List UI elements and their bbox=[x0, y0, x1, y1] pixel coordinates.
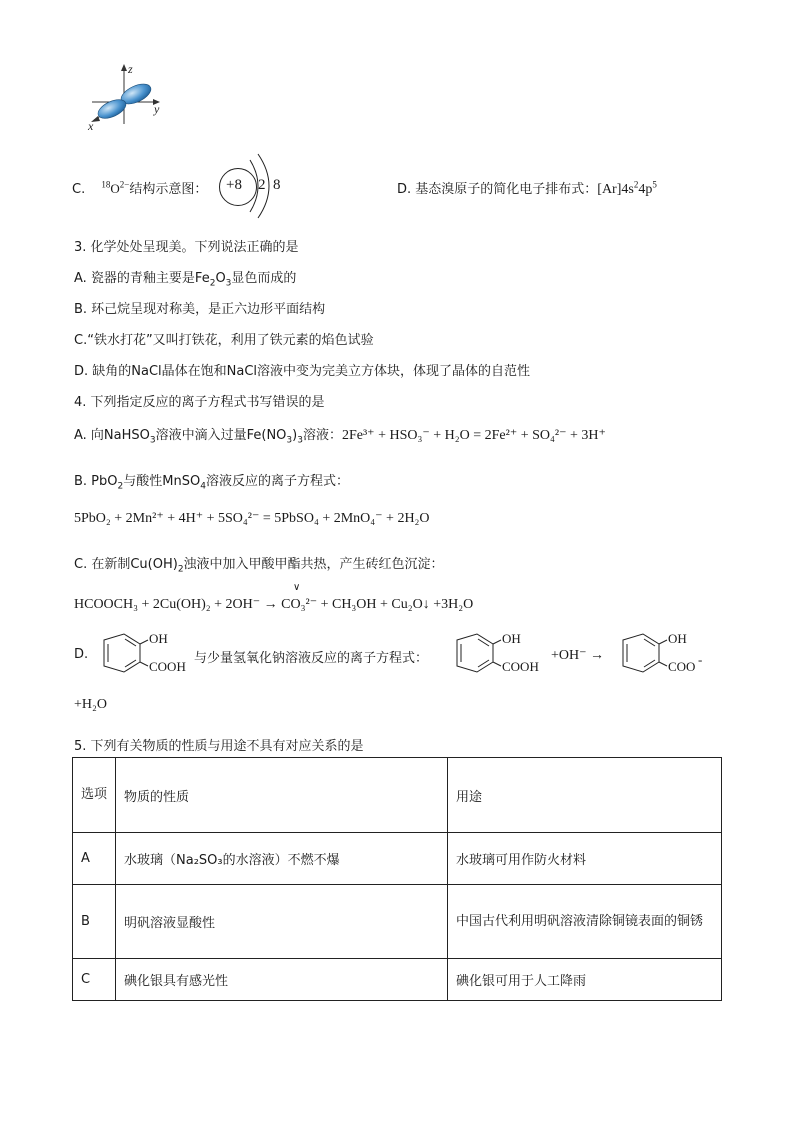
row-property: 明矾溶液显酸性 bbox=[116, 885, 448, 959]
q4-option-d-label: D. bbox=[74, 647, 89, 662]
q4-c-arrow-mark: ∨ bbox=[293, 582, 301, 593]
isotope-symbol: $^{18}O^{2-}$ bbox=[101, 179, 130, 196]
q4-a-equation: 2Fe³⁺ + HSO₃⁻ + H₂O = 2Fe²⁺ + SO₄²⁻ + 3H⁺ bbox=[341, 428, 606, 443]
row-option: C bbox=[73, 959, 116, 1001]
table-row bbox=[73, 833, 722, 885]
row-use: 中国古代利用明矾溶液清除铜镜表面的铜锈 bbox=[448, 885, 722, 959]
q2-option-c bbox=[72, 178, 207, 197]
hydroxyl-label: OH bbox=[149, 631, 168, 646]
q4-option-d-text: 与少量氢氧化钠溶液反应的离子方程式： bbox=[194, 651, 429, 666]
row-option: A bbox=[73, 833, 116, 885]
q4-b-equation: 5PbO₂ + 2Mn²⁺ + 4H⁺ + 5SO₄²⁻ = 5PbSO₄ + 2MnO₄⁻ + 2H₂O bbox=[74, 511, 430, 526]
hydroxyl-label: OH bbox=[668, 631, 687, 646]
q5-options-table bbox=[72, 757, 722, 1001]
row-property: 水玻璃（Na₂SO₃的水溶液）不燃不爆 bbox=[116, 833, 448, 885]
axis-label-z: z bbox=[128, 62, 133, 76]
q5-stem: 5. 下列有关物质的性质与用途不具有对应关系的是 bbox=[74, 739, 364, 754]
option-d-text: D. 基态溴原子的简化电子排布式： bbox=[397, 182, 598, 197]
electron-configuration: $[Ar]4s^24p^5$ bbox=[597, 179, 657, 197]
carboxylate-label: COO bbox=[668, 659, 696, 674]
q3-option-d: D. 缺角的NaCl晶体在饱和NaCl溶液中变为完美立方体块，体现了晶体的自范性 bbox=[74, 364, 531, 379]
row-use: 水玻璃可用作防火材料 bbox=[448, 833, 722, 885]
q3-option-b: B. 环己烷呈现对称美，是正六边形平面结构 bbox=[74, 302, 326, 317]
salicylate-structure bbox=[611, 630, 721, 676]
header-option: 选项 bbox=[73, 758, 116, 833]
carboxyl-label: COOH bbox=[502, 659, 539, 674]
p-orbital-diagram bbox=[84, 62, 174, 134]
row-property: 碘化银具有感光性 bbox=[116, 959, 448, 1001]
option-c-text: 结构示意图： bbox=[129, 182, 208, 197]
row-option: B bbox=[73, 885, 116, 959]
q4-d-water: +H₂O bbox=[74, 697, 107, 712]
q4-option-a: A. 向NaHSO$_3$溶液中滴入过量$Fe(NO_3)_3$溶液：2Fe³⁺ + HSO₃⁻ + H₂O = 2Fe²⁺ + SO₄²⁻ + 3H⁺ bbox=[74, 428, 606, 446]
q2-option-d bbox=[397, 178, 657, 198]
q3-option-c: C.“铁水打花”又叫打铁花，利用了铁元素的焰色试验 bbox=[74, 333, 374, 348]
carboxylate-charge: - bbox=[698, 652, 703, 667]
axis-label-y: y bbox=[154, 102, 160, 116]
row-use: 碘化银可用于人工降雨 bbox=[448, 959, 722, 1001]
table-row bbox=[73, 959, 722, 1001]
q3-option-a: A. 瓷器的青釉主要是$Fe_2O_3$显色而成的 bbox=[74, 271, 297, 289]
salicylic-acid-structure bbox=[92, 630, 202, 676]
table-header-row bbox=[73, 758, 722, 833]
q4-option-c: C. 在新制$Cu(OH)_2$浊液中加入甲酸甲酯共热，产生砖红色沉淀： bbox=[74, 557, 444, 575]
q3-stem: 3. 化学处处呈现美。下列说法正确的是 bbox=[74, 240, 299, 255]
electron-shell-arcs bbox=[246, 150, 294, 222]
shell-2-electrons: 8 bbox=[273, 177, 281, 193]
q4-c-equation: HCOOCH₃ + 2Cu(OH)₂ + 2OH⁻ → CO₃²⁻ + CH₃OH + Cu₂O↓ +3H₂O bbox=[74, 597, 474, 612]
header-use: 用途 bbox=[448, 758, 722, 833]
nucleus-charge: +8 bbox=[226, 177, 242, 193]
q4-option-b: B. PbO$_2$与酸性MnSO$_4$溶液反应的离子方程式： bbox=[74, 474, 349, 492]
axis-label-x: x bbox=[88, 119, 94, 133]
option-label: C. bbox=[72, 182, 86, 197]
q4-stem: 4. 下列指定反应的离子方程式书写错误的是 bbox=[74, 395, 325, 410]
salicylic-acid-structure-2 bbox=[445, 630, 555, 676]
hydroxyl-label: OH bbox=[502, 631, 521, 646]
q4-d-plus-hydroxide: +OH⁻ → bbox=[551, 648, 605, 663]
shell-1-electrons: 2 bbox=[258, 177, 266, 193]
header-property: 物质的性质 bbox=[116, 758, 448, 833]
table-row bbox=[73, 885, 722, 959]
carboxyl-label: COOH bbox=[149, 659, 186, 674]
